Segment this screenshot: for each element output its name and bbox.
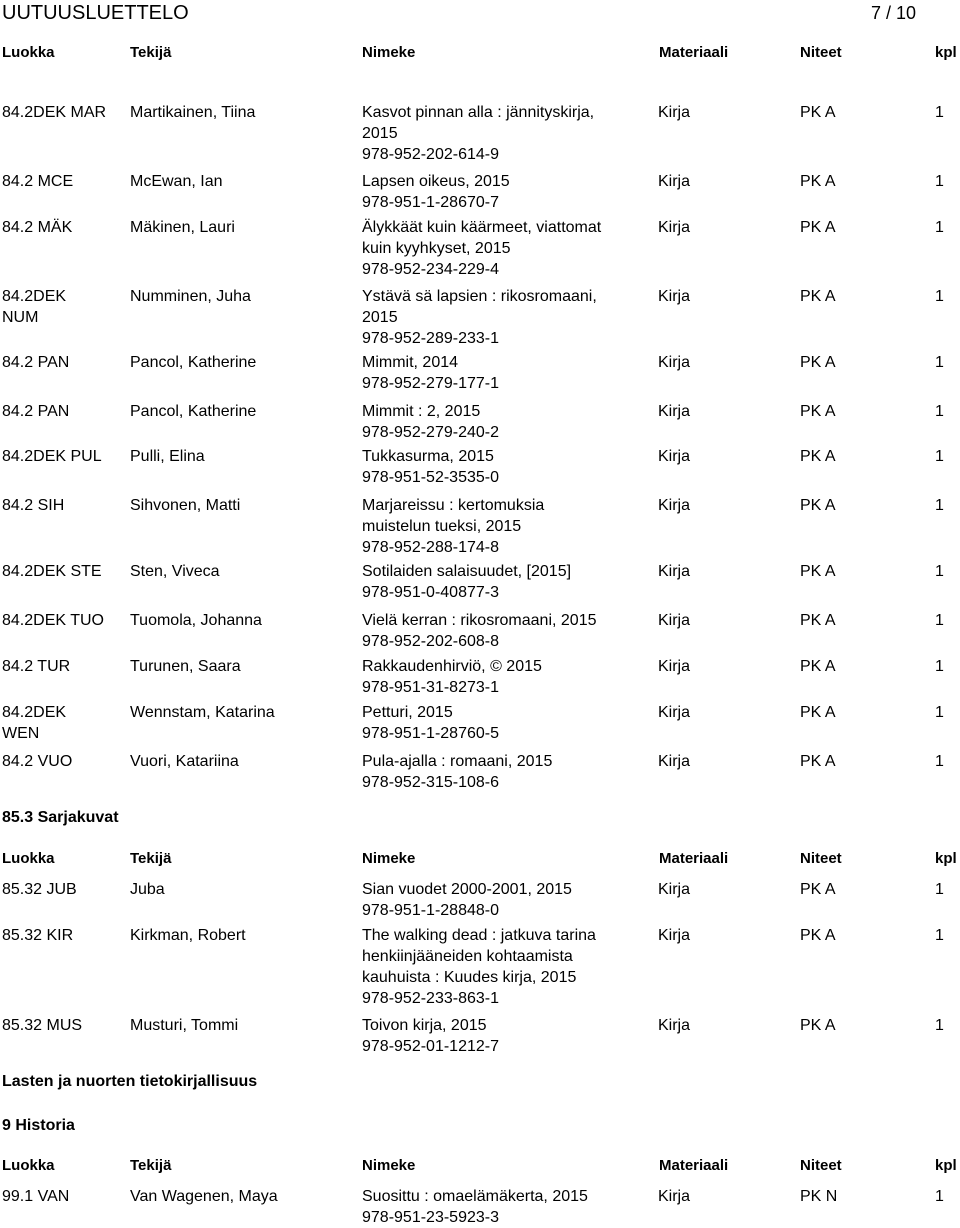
table-header [0, 42, 960, 61]
cell-luokka-line: 84.2 VUO [2, 753, 73, 770]
cell-nimeke-line: 978-951-1-28760-5 [362, 725, 499, 742]
cell-niteet: PK A [800, 173, 836, 190]
cell-tekija: Pancol, Katherine [130, 354, 257, 371]
cell-luokka [2, 561, 102, 582]
cell-niteet: PK A [800, 753, 836, 770]
section-heading-lasten-ja-nuorten-tietokirjallisuus: Lasten ja nuorten tietokirjallisuus [2, 1073, 258, 1090]
table-row [0, 561, 960, 601]
cell-materiaali: Kirja [658, 1188, 691, 1205]
cell-nimeke [362, 171, 510, 213]
cell-nimeke [362, 352, 499, 394]
cell-luokka-line: 84.2DEK [2, 704, 67, 721]
cell-materiaali: Kirja [658, 354, 691, 371]
cell-luokka-line: 84.2 MCE [2, 173, 74, 190]
cell-kpl: 1 [935, 1188, 944, 1205]
cell-nimeke-line: Sian vuodet 2000-2001, 2015 [362, 881, 572, 898]
table-row [0, 286, 960, 347]
cell-nimeke-line: kuin kyyhkyset, 2015 [362, 240, 511, 257]
cell-luokka-line: 84.2DEK PUL [2, 448, 102, 465]
cell-luokka-line: 84.2DEK STE [2, 563, 102, 580]
cell-kpl: 1 [935, 753, 944, 770]
cell-niteet: PK A [800, 497, 836, 514]
cell-nimeke-line: 978-952-202-608-8 [362, 633, 499, 650]
cell-materiaali: Kirja [658, 403, 691, 420]
cell-kpl: 1 [935, 173, 944, 190]
cell-materiaali: Kirja [658, 658, 691, 675]
cell-nimeke [362, 1015, 499, 1057]
cell-nimeke [362, 446, 499, 488]
table-row [0, 702, 960, 742]
cell-luokka-line: 84.2DEK MAR [2, 104, 107, 121]
cell-tekija: Turunen, Saara [130, 658, 241, 675]
cell-kpl: 1 [935, 1017, 944, 1034]
cell-nimeke-line: Vielä kerran : rikosromaani, 2015 [362, 612, 597, 629]
column-header-materiaali: Materiaali [659, 1157, 729, 1174]
cell-materiaali: Kirja [658, 753, 691, 770]
column-header-luokka: Luokka [2, 850, 55, 867]
cell-luokka [2, 1015, 82, 1036]
cell-nimeke [362, 1186, 588, 1228]
cell-niteet: PK A [800, 927, 836, 944]
table-row [0, 1015, 960, 1055]
column-header-kpl: kpl [935, 850, 957, 867]
table-row [0, 610, 960, 650]
cell-nimeke-line: 978-952-288-174-8 [362, 539, 499, 556]
cell-luokka-line: 84.2DEK [2, 288, 67, 305]
column-header-nimeke: Nimeke [362, 1157, 416, 1174]
cell-nimeke [362, 925, 596, 1009]
column-header-kpl: kpl [935, 44, 957, 61]
cell-luokka [2, 286, 66, 328]
cell-nimeke [362, 217, 601, 280]
table-header [0, 1155, 960, 1174]
section-heading-sarjakuvat: 85.3 Sarjakuvat [2, 809, 119, 826]
cell-kpl: 1 [935, 288, 944, 305]
cell-materiaali: Kirja [658, 288, 691, 305]
cell-nimeke-line: 978-951-1-28848-0 [362, 902, 499, 919]
cell-niteet: PK A [800, 704, 836, 721]
cell-nimeke-line: The walking dead : jatkuva tarina [362, 927, 596, 944]
cell-nimeke [362, 702, 499, 744]
cell-luokka [2, 751, 72, 772]
cell-nimeke-line: 978-952-279-240-2 [362, 424, 499, 441]
cell-nimeke-line: 978-952-289-233-1 [362, 330, 499, 347]
cell-materiaali: Kirja [658, 497, 691, 514]
cell-niteet: PK A [800, 658, 836, 675]
cell-kpl: 1 [935, 403, 944, 420]
cell-nimeke-line: Sotilaiden salaisuudet, [2015] [362, 563, 572, 580]
column-header-luokka: Luokka [2, 1157, 55, 1174]
table-row [0, 401, 960, 441]
cell-luokka [2, 446, 102, 467]
cell-nimeke-line: 978-952-01-1212-7 [362, 1038, 499, 1055]
table-row [0, 751, 960, 791]
column-header-kpl: kpl [935, 1157, 957, 1174]
cell-materiaali: Kirja [658, 881, 691, 898]
cell-nimeke [362, 401, 499, 443]
cell-luokka [2, 610, 104, 631]
cell-materiaali: Kirja [658, 448, 691, 465]
cell-kpl: 1 [935, 354, 944, 371]
cell-tekija: Van Wagenen, Maya [130, 1188, 278, 1205]
cell-nimeke-line: Toivon kirja, 2015 [362, 1017, 487, 1034]
cell-kpl: 1 [935, 104, 944, 121]
cell-niteet: PK A [800, 219, 836, 236]
cell-luokka [2, 1186, 69, 1207]
cell-luokka-line: 84.2 SIH [2, 497, 65, 514]
cell-niteet: PK A [800, 448, 836, 465]
cell-nimeke-line: 978-951-0-40877-3 [362, 584, 499, 601]
column-header-niteet: Niteet [800, 1157, 842, 1174]
cell-luokka-line: 84.2 TUR [2, 658, 71, 675]
cell-nimeke-line: 978-951-31-8273-1 [362, 679, 499, 696]
column-header-tekija: Tekijä [130, 1157, 172, 1174]
column-header-niteet: Niteet [800, 850, 842, 867]
document-title: UUTUUSLUETTELO [2, 2, 189, 24]
cell-nimeke [362, 656, 542, 698]
cell-nimeke-line: Marjareissu : kertomuksia [362, 497, 545, 514]
cell-luokka-line: WEN [2, 725, 40, 742]
cell-nimeke-line: 978-952-315-108-6 [362, 774, 499, 791]
cell-tekija: Vuori, Katariina [130, 753, 239, 770]
table-header [0, 848, 960, 867]
cell-luokka-line: 84.2DEK TUO [2, 612, 104, 629]
cell-nimeke-line: Älykkäät kuin käärmeet, viattomat [362, 219, 602, 236]
cell-luokka [2, 656, 70, 677]
column-header-materiaali: Materiaali [659, 850, 729, 867]
cell-luokka [2, 171, 73, 192]
cell-kpl: 1 [935, 704, 944, 721]
cell-niteet: PK A [800, 354, 836, 371]
cell-nimeke-line: kauhuista : Kuudes kirja, 2015 [362, 969, 577, 986]
section-heading-historia: 9 Historia [2, 1117, 75, 1134]
table-row [0, 217, 960, 278]
column-header-tekija: Tekijä [130, 44, 172, 61]
column-header-nimeke: Nimeke [362, 850, 416, 867]
cell-luokka [2, 102, 106, 123]
table-row [0, 171, 960, 211]
column-header-tekija: Tekijä [130, 850, 172, 867]
cell-nimeke-line: 2015 [362, 125, 398, 142]
page-number: 7 / 10 [871, 3, 917, 23]
cell-kpl: 1 [935, 563, 944, 580]
cell-nimeke-line: Lapsen oikeus, 2015 [362, 173, 510, 190]
cell-nimeke-line: 978-951-1-28670-7 [362, 194, 499, 211]
cell-luokka-line: 99.1 VAN [2, 1188, 70, 1205]
table-row [0, 879, 960, 919]
cell-niteet: PK A [800, 403, 836, 420]
cell-nimeke-line: henkiinjääneiden kohtaamista [362, 948, 573, 965]
cell-nimeke-line: 2015 [362, 309, 398, 326]
cell-nimeke-line: Pula-ajalla : romaani, 2015 [362, 753, 553, 770]
cell-nimeke [362, 102, 594, 165]
cell-luokka-line: 84.2 PAN [2, 403, 70, 420]
cell-kpl: 1 [935, 497, 944, 514]
cell-nimeke-line: muistelun tueksi, 2015 [362, 518, 522, 535]
cell-niteet: PK A [800, 881, 836, 898]
cell-kpl: 1 [935, 927, 944, 944]
cell-luokka [2, 879, 77, 900]
cell-tekija: Sten, Viveca [130, 563, 220, 580]
cell-tekija: Tuomola, Johanna [130, 612, 262, 629]
cell-nimeke-line: 978-952-279-177-1 [362, 375, 499, 392]
table-row [0, 925, 960, 1007]
cell-nimeke [362, 495, 544, 558]
cell-luokka [2, 495, 64, 516]
cell-nimeke [362, 286, 597, 349]
cell-nimeke-line: Petturi, 2015 [362, 704, 453, 721]
column-header-luokka: Luokka [2, 44, 55, 61]
cell-luokka [2, 401, 69, 422]
cell-tekija: Musturi, Tommi [130, 1017, 239, 1034]
cell-materiaali: Kirja [658, 612, 691, 629]
cell-tekija: Kirkman, Robert [130, 927, 246, 944]
cell-nimeke-line: 978-951-52-3535-0 [362, 469, 499, 486]
cell-nimeke-line: Rakkaudenhirviö, © 2015 [362, 658, 542, 675]
cell-nimeke [362, 610, 597, 652]
cell-materiaali: Kirja [658, 173, 691, 190]
cell-kpl: 1 [935, 219, 944, 236]
table-row [0, 1186, 960, 1226]
cell-niteet: PK A [800, 288, 836, 305]
cell-luokka-line: 85.32 KIR [2, 927, 74, 944]
cell-materiaali: Kirja [658, 927, 691, 944]
cell-kpl: 1 [935, 612, 944, 629]
table-row [0, 495, 960, 556]
cell-nimeke [362, 879, 572, 921]
table-row [0, 656, 960, 696]
cell-nimeke-line: Kasvot pinnan alla : jännityskirja, [362, 104, 595, 121]
cell-tekija: Pulli, Elina [130, 448, 205, 465]
cell-luokka [2, 352, 69, 373]
column-header-materiaali: Materiaali [659, 44, 729, 61]
cell-nimeke [362, 561, 571, 603]
table-row [0, 446, 960, 486]
cell-nimeke-line: 978-952-234-229-4 [362, 261, 499, 278]
cell-nimeke [362, 751, 552, 793]
cell-niteet: PK A [800, 1017, 836, 1034]
cell-tekija: Pancol, Katherine [130, 403, 257, 420]
cell-nimeke-line: Mimmit, 2014 [362, 354, 459, 371]
cell-tekija: Sihvonen, Matti [130, 497, 241, 514]
cell-luokka-line: NUM [2, 309, 39, 326]
cell-luokka-line: 84.2 MÄK [2, 219, 73, 236]
cell-tekija: McEwan, Ian [130, 173, 223, 190]
cell-nimeke-line: 978-952-202-614-9 [362, 146, 499, 163]
cell-materiaali: Kirja [658, 1017, 691, 1034]
cell-luokka [2, 702, 66, 744]
cell-niteet: PK A [800, 104, 836, 121]
cell-luokka [2, 925, 73, 946]
cell-luokka-line: 84.2 PAN [2, 354, 70, 371]
cell-nimeke-line: Ystävä sä lapsien : rikosromaani, [362, 288, 597, 305]
table-row [0, 352, 960, 392]
cell-nimeke-line: Tukkasurma, 2015 [362, 448, 494, 465]
cell-materiaali: Kirja [658, 104, 691, 121]
cell-tekija: Numminen, Juha [130, 288, 251, 305]
cell-materiaali: Kirja [658, 704, 691, 721]
cell-materiaali: Kirja [658, 219, 691, 236]
cell-kpl: 1 [935, 658, 944, 675]
cell-tekija: Mäkinen, Lauri [130, 219, 235, 236]
cell-kpl: 1 [935, 881, 944, 898]
column-header-niteet: Niteet [800, 44, 842, 61]
cell-materiaali: Kirja [658, 563, 691, 580]
cell-tekija: Wennstam, Katarina [130, 704, 275, 721]
cell-nimeke-line: 978-951-23-5923-3 [362, 1209, 499, 1226]
cell-nimeke-line: 978-952-233-863-1 [362, 990, 499, 1007]
cell-niteet: PK N [800, 1188, 838, 1205]
cell-luokka-line: 85.32 MUS [2, 1017, 83, 1034]
table-row [0, 102, 960, 163]
cell-niteet: PK A [800, 612, 836, 629]
cell-kpl: 1 [935, 448, 944, 465]
cell-nimeke-line: Mimmit : 2, 2015 [362, 403, 481, 420]
column-header-nimeke: Nimeke [362, 44, 416, 61]
cell-luokka [2, 217, 72, 238]
cell-nimeke-line: Suosittu : omaelämäkerta, 2015 [362, 1188, 588, 1205]
cell-tekija: Juba [130, 881, 165, 898]
cell-tekija: Martikainen, Tiina [130, 104, 256, 121]
cell-luokka-line: 85.32 JUB [2, 881, 77, 898]
cell-niteet: PK A [800, 563, 836, 580]
